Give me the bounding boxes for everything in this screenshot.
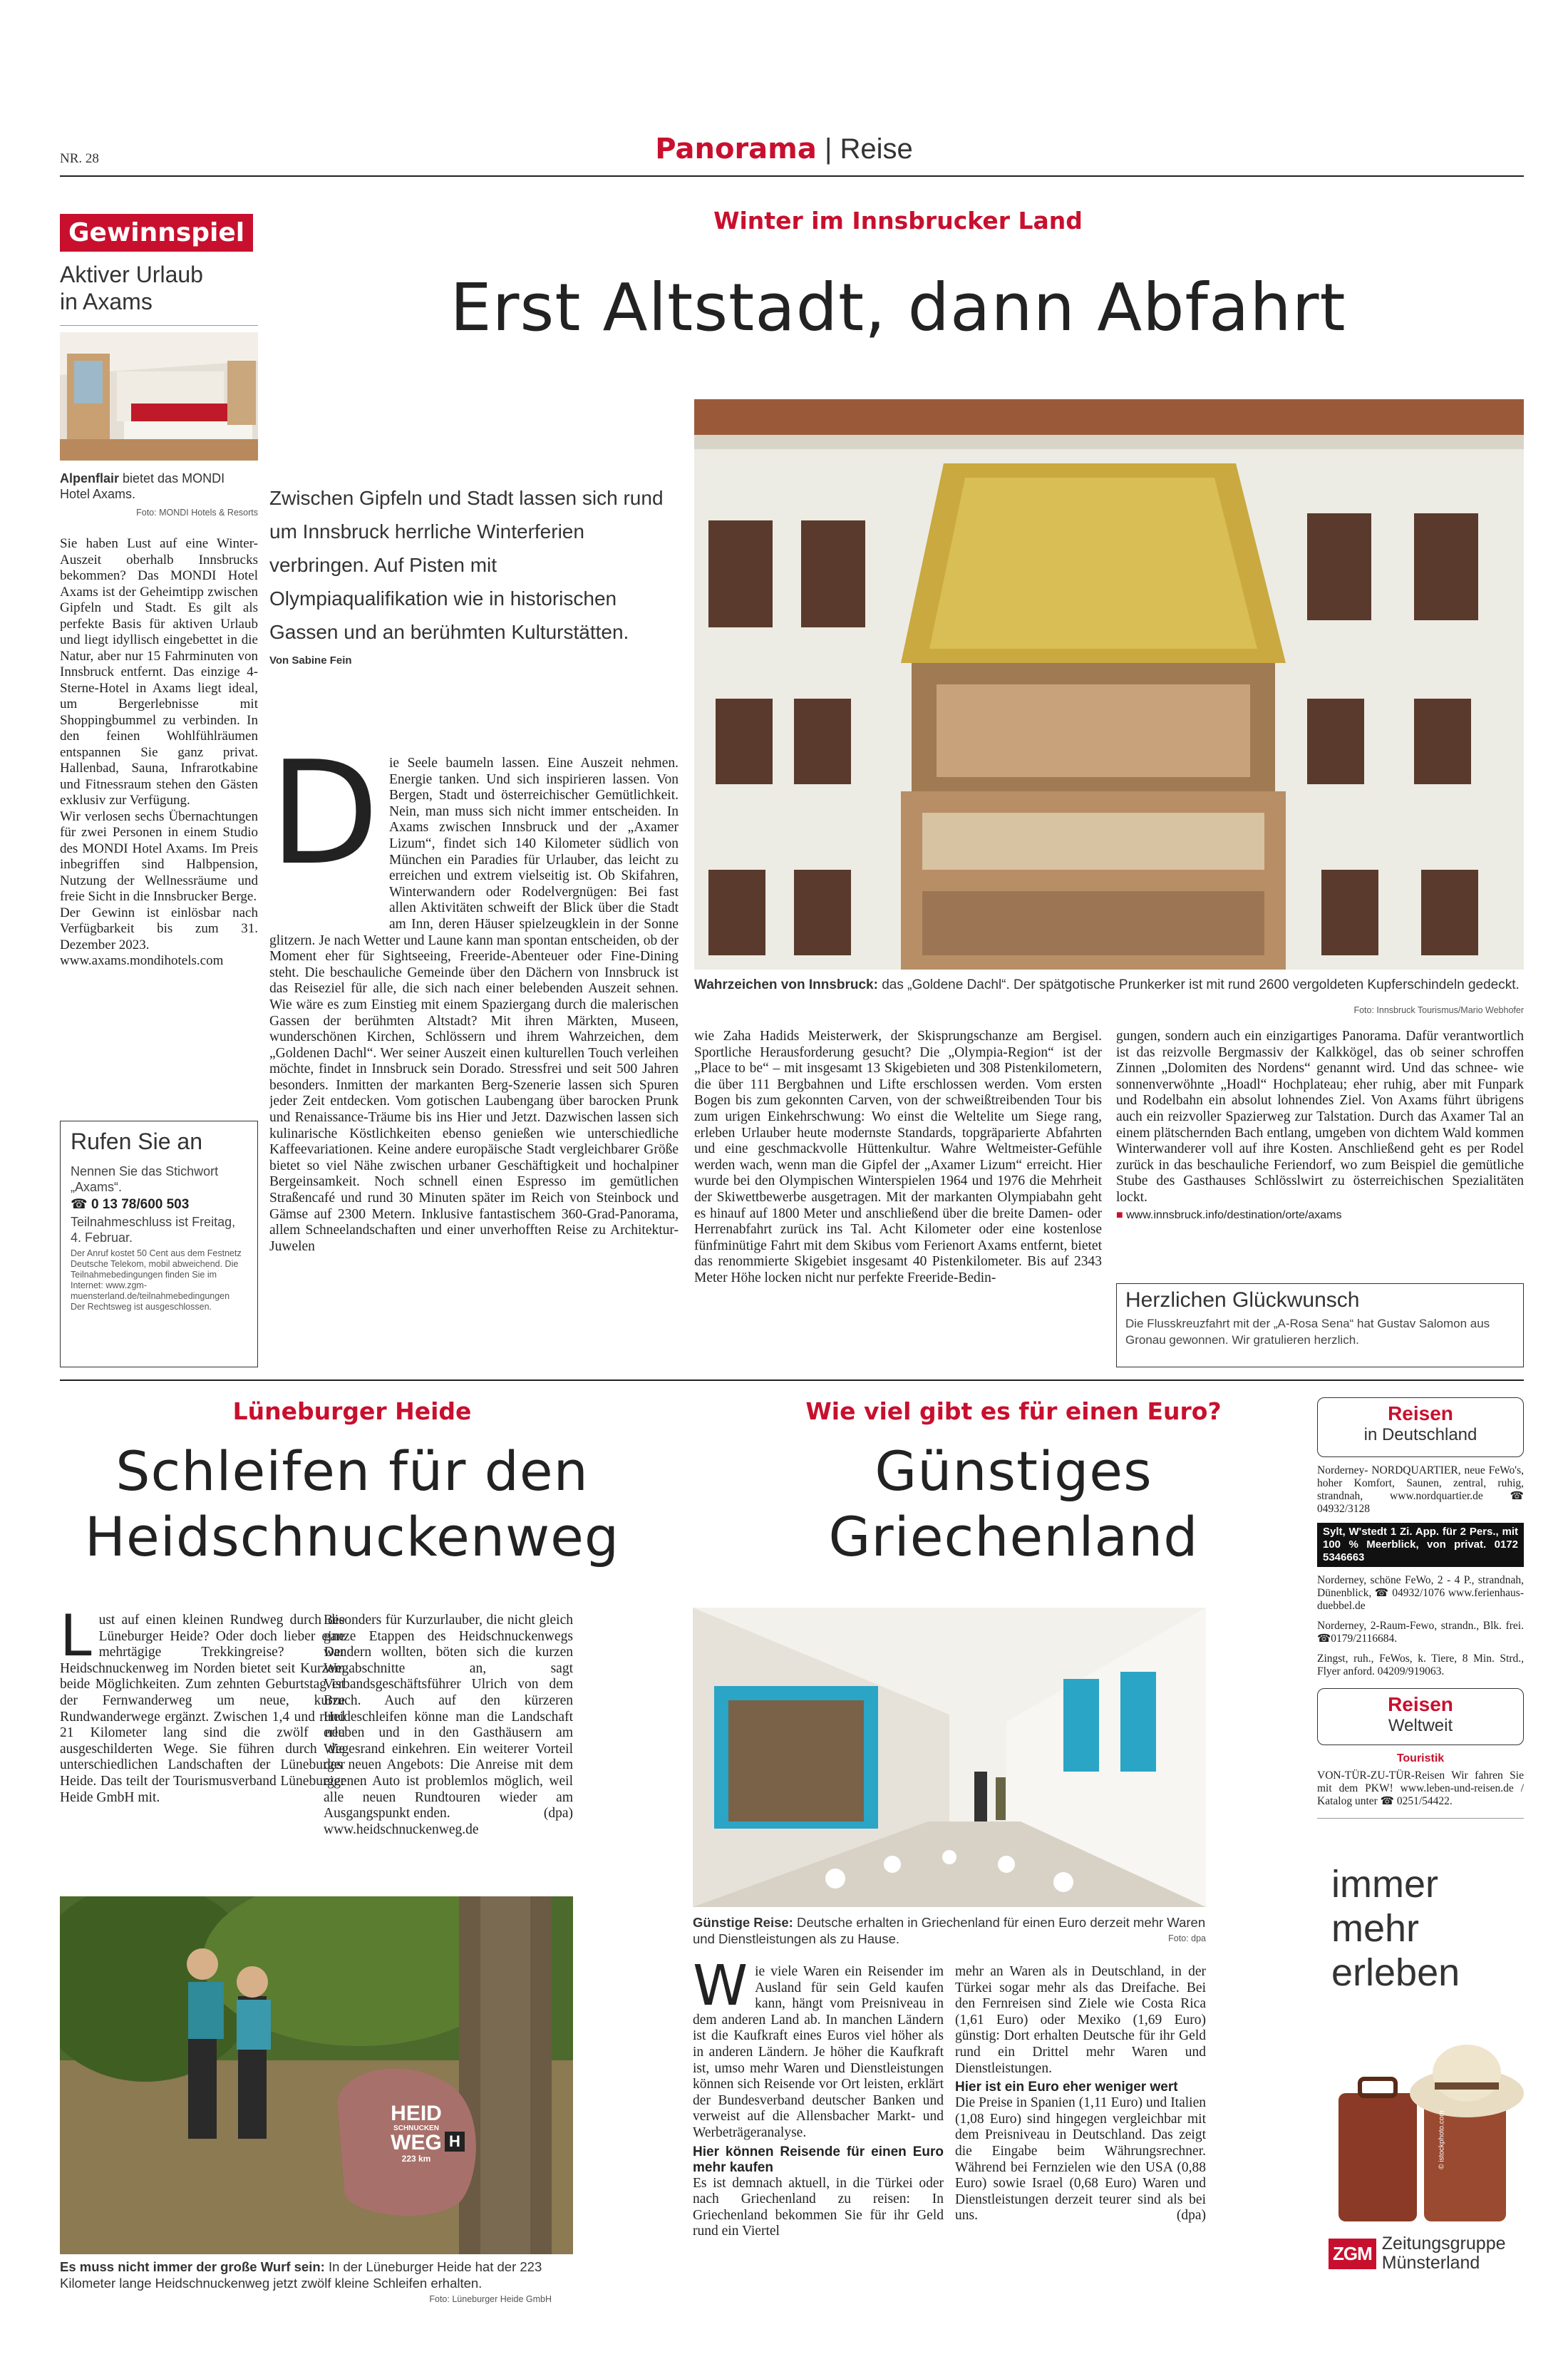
main-col3-text: gungen, sondern auch ein einzigartiges Panorama. Dafür verantwortlich ist das reizvolle Bergmassiv der Kalkkögel, das ob seiner schroffen Zinnen „Dolomiten des Nordens“ genannt wird. Und das schnee- wie sonnenverwöhnte „Hoadl“ Hochplateau; eher ruhig, aber mit Funpark und Rodelbahn ein absolut lohnendes Ziel. Von Axams führt übrigens auch ein reizvoller Spazierweg zur Talstation. Durch das Axamer Tal an einem plätschernden Bach entlang, umgeben von dichtem Wald kommen Winterwanderer voll auf ihre Kosten. Anschließend geht es per Rodel zurück in das beschauliche Feriendorf, wo zum Beispiel die gemütliche Stube des Gasthauses Schlösslwirt zu österreichischen Spezialitäten lockt. — [1116, 1029, 1524, 1205]
promo-credit: Foto: MONDI Hotels & Resorts — [136, 508, 258, 518]
main-dropcap: D — [269, 756, 380, 897]
mid-page-rule — [60, 1379, 1524, 1381]
main-column-3 — [1116, 1029, 1524, 1277]
zgm-brand-line1: Zeitungsgruppe — [1381, 2234, 1506, 2254]
congrats-box — [1116, 1283, 1524, 1367]
main-teaser-block — [269, 481, 676, 667]
euro-col2b-text: Die Preise in Spanien (1,11 Euro) und Italien (1,08 Euro) sind hingegen vergleichbar mit dem Preisniveau in Deutschland. Das zeigt die Eingabe beim Währungsrechner. Während bei Fernzielen wie den USA (0,88 Euro) sowie Israel (0,68 Euro) Waren und Dienstleistungen derzeit teurer sind als bei uns. — [955, 2095, 1206, 2224]
heide-stone-line2: SCHNUCKEN — [393, 2124, 439, 2132]
euro-subhead-1: Hier können Reisende für einen Euro mehr kaufen — [693, 2144, 944, 2175]
ads-box-germany-sub: in Deutschland — [1363, 1425, 1477, 1444]
subsection-name: Reise — [840, 133, 913, 165]
section-header — [0, 133, 1568, 165]
main-column-1 — [269, 756, 679, 1363]
promo-url[interactable]: www.axams.mondihotels.com — [60, 953, 224, 968]
call-text: Nennen Sie das Stichwort „Axams“. — [71, 1164, 219, 1194]
call-phone[interactable]: 0 13 78/600 503 — [91, 1197, 190, 1212]
zgm-slogan — [1331, 1862, 1524, 1995]
heide-kicker: Lüneburger Heide — [232, 1397, 472, 1425]
ad-listing-1[interactable]: Norderney- NORDQUARTIER, neue FeWo's, hoher Komfort, Saunen, zentral, ruhig, strandnah, www.nordquartier.de ☎ 04932/3128 — [1317, 1464, 1524, 1515]
ad-listing-2[interactable]: Sylt, W'stedt 1 Zi. App. für 2 Pers., mit 100 % Meerblick, von privat. 0172 5346663 — [1317, 1523, 1524, 1567]
ads-touristik-label: Touristik — [1396, 1752, 1445, 1764]
greece-caption-text: Deutsche erhalten in Griechenland für einen Euro derzeit mehr Waren und Dienstleistungen als zu Hause. — [693, 1915, 1206, 1946]
zgm-brand — [1382, 2234, 1506, 2273]
main-col3-link[interactable] — [1116, 1208, 1524, 1224]
main-author: Von Sabine Fein — [269, 654, 352, 667]
heide-headline — [60, 1439, 644, 1570]
suitcase-hat-image — [1317, 2015, 1524, 2229]
zgm-brand-line2: Münsterland — [1381, 2253, 1480, 2273]
zgm-ad[interactable] — [1317, 1862, 1524, 2318]
euro-kicker: Wie viel gibt es für einen Euro? — [805, 1397, 1222, 1425]
promo-body-p3: Der Gewinn ist einlösbar nach Verfügbarkeit bis zum 31. Dezember 2023. — [60, 905, 258, 952]
greece-photo — [693, 1608, 1206, 1907]
promo-body — [60, 536, 258, 1101]
euro-column-2 — [955, 1964, 1206, 2315]
promo-title-line2: in Axams — [60, 289, 153, 314]
heide-col1-text: ust auf einen kleinen Rundweg durch die Lüneburger Heide? Oder doch lieber eine mehrtägige Trekkingreise? Der Heidschnuckenweg im Norden bietet seit Kurzem beide Möglichkeiten. Zum zehnten Geburtstag ist der Fernwanderweg um neue, kurze Rundwanderwege ergänzt. Zwischen 1,4 und rund 21 Kilometer lang sind die zwölf neu ausgeschilderten Wege. Sie führen durch die unterschiedlichen Landschaften der Lüneburger Heide. Das teilt der Tourismusverband Lüneburger Heide GmbH mit. — [60, 1613, 345, 1805]
heide-stone-line3: WEG — [391, 2131, 442, 2154]
congrats-text: Die Flusskreuzfahrt mit der „A-Rosa Sena“ hat Gustav Salomon aus Gronau gewonnen. Wir gratulieren herzlich. — [1125, 1317, 1490, 1347]
euro-dropcap: W — [693, 1964, 748, 2018]
ad-listing-3[interactable]: Norderney, schöne FeWo, 2 - 4 P., strandnah, Dünenblick, ☎ 04932/1076 www.ferienhaus-duebbel.de — [1317, 1574, 1524, 1612]
main-col1-text: ie Seele baumeln lassen. Eine Auszeit nehmen. Energie tanken. Und sich inspirieren lassen. Von Bergen, Stadt und österreichischer Gemütlichkeit. Nein, man muss sich nicht immer entscheiden. In Axams zwischen Innsbruck und der „Axamer Lizum“, findet sich 140 Kilometer südlich von München ein Paradies für Urlauber, das leicht zu erreichen und extrem vielseitig ist. Ob Skifahren, Winterwandern oder Rodelvergnügen: Bei fast allen Aktivitäten schweift der Blick über die Stadt am Inn, deren Häuser spielzeugklein in der Sonne glitzern. Je nach Wetter und Laune kann man spontan entscheiden, ob der Moment eher für Sightseeing, Freeride-Abenteuer oder Fine-Dining steht. Die beschauliche Gemeinde über den Dächern von Innsbruck ist das Reiseziel für alle, die sich nach einer belebenden Auszeit sehnen. Wie wäre es zum Einstieg mit einem Spaziergang durch die malerischen Gassen der berühmten Altstadt? Mit ihren Märkten, Museen, wunderschönen Kirchen, Schlössern und ihrem Wahrzeichen, dem „Goldenen Dachl“. Wer seiner Auszeit einen kulturellen Touch verleihen möchte, findet in Innsbruck sein Dorado. Stressfrei und seit 500 Jahren besonders. Inmitten der markanten Berg-Szenerie lassen sich Spuren jeder Zeit entdecken. Vom gotischen Laubengang über barocken Prunk und Renaissance-Träume bis ins Hier und Jetzt. Dazwischen lassen sich kulinarische Köstlichkeiten ebenso genießen wie unterschiedliche Kaffeevariationen. Keine andere europäische Stadt vergleichbarer Größe bietet so viel Nähe zwischen urbaner Geschäftigkeit und hochalpiner Bergeinsamkeit. Noch schnell einen Espresso im gemütlichen Straßencafé und rund 30 Minuten später im Reich von Steinbock und Gämse auf 2300 Metern. Inklusive fantastischem 360-Grad-Panorama, allem Schneelandschaften und einer unverhofften Reise zu Architektur-Juwelen — [269, 756, 679, 1254]
main-col2-text: wie Zaha Hadids Meisterwerk, der Skisprungschanze am Bergisel. Sportliche Herausforderung gesucht? Die „Olympia-Region“ ist der „Place to be“ – mit insgesamt 13 Skigebieten und 308 Pistenkilometern, die über 111 Bergbahnen und Lifte erschlossen werden. Vom ersten Bogen bis zum gekonnten Carven, von der schweißtreibenden Tour bis zum urigen Einkehrschwung: Wo einst die Weltelite um Siege rang, erleben Urlauber heute modernste Standards, topgräparierte Abfahrten und eine geschmackvolle Hüttenkultur. Wahre Weltmeister-Gefühle werden wach, wenn man die Gipfel der „Axamer Lizum“ erreicht. Hier wurde bei den Olympischen Winterspielen 1964 und 1976 die Mehrheit der Skiwettbewerbe ausgetragen. Mit der markanten Olympiabahn geht es hinauf auf 1800 Meter und anschließend über die breite Damen- oder Herrenabfahrt zurück ins Tal. Acht Kilometer oder eine kostenlose fünfminütige Fahrt mit dem Skibus vom Ferienort Axams entfernt, bietet das renommierte Skigebiet insgesamt 40 Pistenkilometer. Bis auf 2343 Meter Höhe locken nicht nur perfekte Freeride-Bedin- — [694, 1029, 1102, 1285]
zgm-slogan-line3: erleben — [1331, 1951, 1460, 1994]
promo-badge: Gewinnspiel — [60, 214, 253, 252]
ads-rule — [1317, 1818, 1524, 1819]
promo-caption-text: bietet das MONDI Hotel Axams. — [60, 471, 225, 501]
heide-dpa: (dpa) — [543, 1806, 573, 1821]
greece-credit: Foto: dpa — [1168, 1933, 1206, 1943]
call-fine-print-2: Der Rechtsweg ist ausgeschlossen. — [71, 1302, 212, 1312]
main-teaser: Zwischen Gipfeln und Stadt lassen sich rund um Innsbruck herrliche Winterferien verbringen. Auf Pisten mit Olympiaqualifikation wie in historischen Gassen und an berühmten Kulturstätten. — [269, 487, 664, 643]
heide-stone-km: 223 km — [401, 2154, 431, 2164]
heide-headline-line1: Schleifen für den — [115, 1439, 589, 1503]
header-rule — [60, 175, 1524, 177]
phone-icon: ☎ — [71, 1197, 88, 1212]
heide-stone-h-icon: H — [445, 2132, 465, 2152]
promo-rule — [60, 325, 258, 326]
main-kicker: Winter im Innsbrucker Land — [713, 207, 1083, 235]
call-deadline: Teilnahmeschluss ist Freitag, 4. Februar. — [71, 1215, 236, 1245]
euro-headline-line1: Günstiges — [875, 1439, 1152, 1503]
zgm-logo-row — [1329, 2234, 1524, 2273]
golden-roof-caption-bold: Wahrzeichen von Innsbruck: — [694, 977, 878, 992]
zgm-slogan-line1: immer — [1331, 1863, 1438, 1906]
euro-headline-line2: Griechenland — [828, 1505, 1199, 1568]
euro-column-1 — [693, 1964, 944, 2315]
main-column-2 — [694, 1029, 1102, 1364]
zgm-slogan-line2: mehr — [1331, 1907, 1420, 1950]
section-name: Panorama — [655, 133, 817, 165]
promo-caption-bold: Alpenflair — [60, 471, 120, 485]
promo-title — [60, 261, 203, 315]
heide-headline-line2: Heidschnuckenweg — [84, 1505, 620, 1568]
ad-listing-5[interactable]: Zingst, ruh., FeWos, k. Tiere, 8 Min. Strd., Flyer anford. 04209/919063. — [1317, 1653, 1524, 1677]
golden-roof-photo — [694, 399, 1524, 970]
section-separator: | — [824, 133, 832, 165]
greece-caption-bold: Günstige Reise: — [693, 1915, 793, 1930]
heide-credit: Foto: Lüneburger Heide GmbH — [429, 2294, 552, 2304]
heide-column-1 — [60, 1613, 345, 1884]
call-title: Rufen Sie an — [71, 1129, 203, 1154]
zgm-image-credit: © istockphoto.com — [1438, 2110, 1446, 2169]
heide-url[interactable]: www.heidschnuckenweg.de — [324, 1821, 479, 1837]
congrats-title: Herzlichen Glückwunsch — [1125, 1288, 1360, 1312]
call-phone-row — [71, 1196, 247, 1213]
heide-caption — [60, 2259, 573, 2291]
call-fine-print: Der Anruf kostet 50 Cent aus dem Festnetz Deutsche Telekom, mobil abweichend. Die Teilnahmebedingungen finden Sie im Internet: www.zgm-muensterland.de/teilnahmebedingungen — [71, 1248, 242, 1301]
ad-listing-4[interactable]: Norderney, 2-Raum-Fewo, strandn., Blk. frei. ☎0179/2116684. — [1317, 1620, 1524, 1645]
golden-roof-caption — [694, 977, 1524, 993]
ads-box-worldwide — [1317, 1688, 1524, 1745]
euro-col1-text: ie viele Waren ein Reisender im Ausland für sein Geld kaufen kann, hängt vom Preisniveau in dem anderen Land ab. In manchen Ländern ist die Kaufkraft eines Euros viel höher als in anderen Ländern. Je höher die Kaufkraft ist, umso mehr Waren und Dienstleistungen können sich Reisende vor Ort leisten, erklärt der Bundesverband deutscher Banken und verweist auf die Allensbacher Markt- und Werbeträgeranalyse. — [693, 1964, 944, 2140]
link-bullet-icon: ■ — [1116, 1208, 1127, 1221]
promo-caption — [60, 471, 258, 502]
heide-dropcap: L — [60, 1613, 92, 1669]
hotel-photo — [60, 332, 258, 461]
ads-box-germany-title: Reisen — [1388, 1402, 1453, 1424]
euro-col1b-text: Es ist demnach aktuell, in die Türkei oder nach Griechenland zu reisen: In Griechenland bekommen Sie für ihr Geld rund ein Viertel — [693, 2175, 944, 2239]
ads-box-worldwide-title: Reisen — [1388, 1693, 1453, 1715]
euro-col2-text: mehr an Waren als in Deutschland, in der Türkei sogar mehr als das Dreifache. Bei den Fernreisen sind Ziele wie Costa Rica (1,61 Euro) oder Mexiko (1,69 Euro) günstig: Dort erhalten Deutsche für ihr Geld rund ein Drittel mehr Waren und Dienstleistungen. — [955, 1964, 1206, 2076]
page-number: NR. 28 — [60, 151, 99, 166]
call-box — [60, 1121, 258, 1367]
ad-listing-6[interactable]: VON-TÜR-ZU-TÜR-Reisen Wir fahren Sie mit dem PKW! www.leben-und-reisen.de / Katalog unter ☎ 0251/54422. — [1317, 1769, 1524, 1807]
heide-caption-bold: Es muss nicht immer der große Wurf sein: — [60, 2259, 325, 2274]
main-headline: Erst Altstadt, dann Abfahrt — [450, 269, 1346, 346]
promo-title-line1: Aktiver Urlaub — [60, 262, 203, 287]
ads-box-worldwide-sub: Weltweit — [1388, 1716, 1453, 1735]
euro-subhead-2: Hier ist ein Euro eher weniger wert — [955, 2080, 1178, 2095]
heide-col2-text: Besonders für Kurzurlauber, die nicht gleich ganze Etappen des Heidschnuckenwegs wandern wollten, böten sich die kurzen Wegabschnitte an, sagt Verbandsgeschäftsführer Ulrich von dem Bruch. Auch auf den kürzeren Heideschleifen könne man die Landschaft erleben und in den Gasthäusern am Wegesrand einkehren. Ein weiterer Vorteil des neuen Angebots: Die Anreise mit dem eigenen Auto ist problemlos möglich, weil alle neuen Rundtouren wieder am Ausgangspunkt enden. — [324, 1613, 573, 1821]
zgm-logo: ZGM — [1329, 2239, 1376, 2269]
ads-box-germany — [1317, 1397, 1524, 1457]
euro-dpa: (dpa) — [1176, 2208, 1206, 2224]
golden-roof-caption-text: das „Goldene Dachl“. Der spätgotische Prunkerker ist mit rund 2600 vergoldeten Kupferschindeln gedeckt. — [877, 977, 1520, 992]
promo-body-p2: Wir verlosen sechs Übernachtungen für zwei Personen in einem Studio des MONDI Hotel Axams. Im Preis inbegriffen sind Halbpension, Nutzung der Wellnessräume und freie Sicht in die Innsbrucker Berge. — [60, 808, 258, 904]
main-col3-url[interactable]: www.innsbruck.info/destination/orte/axams — [1126, 1208, 1342, 1221]
ads-column — [1317, 1397, 1524, 1819]
heide-photo — [60, 1896, 573, 2254]
promo-body-p1: Sie haben Lust auf eine Winter-Auszeit oberhalb Innsbrucks bekommen? Das MONDI Hotel Axams ist der Geheimtipp zwischen Gipfeln und Stadt. Es gilt als perfekte Basis für aktiven Urlaub und liegt idyllisch eingebettet in die Natur, aber nur 15 Fahrminuten von Innsbruck entfernt. Das einzige 4-Sterne-Hotel in Axams liegt ideal, um Bergerlebnisse mit Shoppingbummel zu verbinden. In den feinen Wohlfühlräumen entspannen Sie ganz privat. Hallenbad, Sauna, Infrarotkabine und Fitnessraum stehen den Gästen exklusiv zur Verfügung. — [60, 536, 258, 808]
heide-stone-line1: HEID — [391, 2102, 442, 2125]
golden-roof-credit: Foto: Innsbruck Tourismus/Mario Webhofer — [1353, 1005, 1524, 1015]
heide-caption-text: In der Lüneburger Heide hat der 223 Kilometer lange Heidschnuckenweg jetzt zwölf kleine Schleifen erhalten. — [60, 2259, 542, 2291]
heide-column-2 — [324, 1613, 573, 1884]
euro-headline — [693, 1439, 1334, 1570]
